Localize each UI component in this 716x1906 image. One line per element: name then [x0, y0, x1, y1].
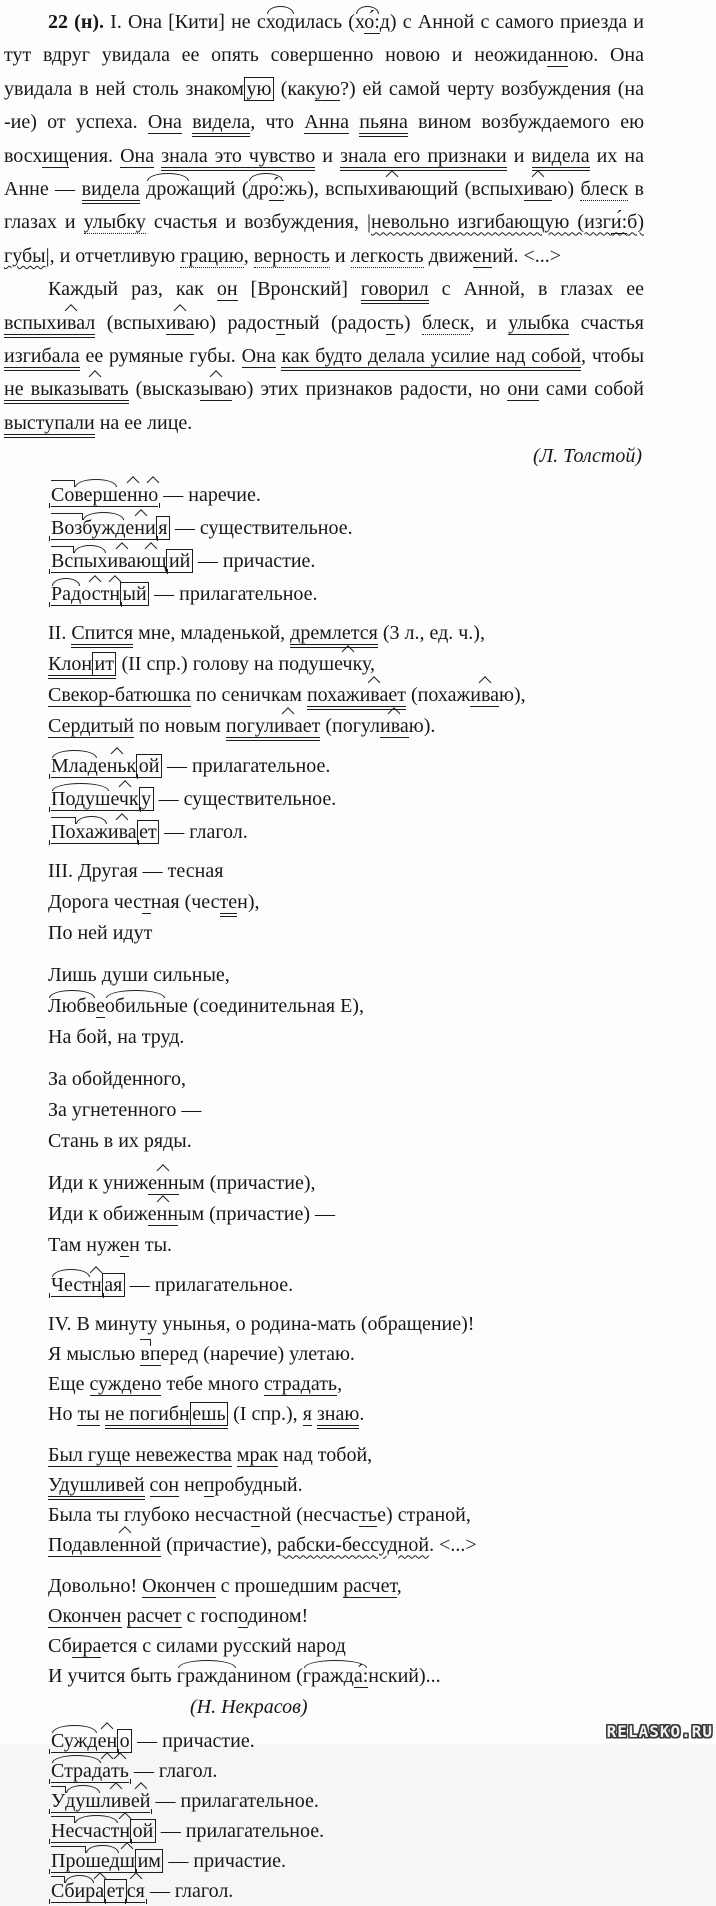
watermark: RELASKO.RU — [606, 1722, 713, 1741]
analysis1-line-4: Радостн ый — прилагательное. — [51, 583, 318, 606]
poem2-line-3: Свекор-батюшка по сеничкам похаживает (похаживаю), — [48, 680, 644, 711]
poem2-line-1: II. Спится мне, младенькой, дремлется (3 л., ед. ч.), — [48, 618, 644, 649]
poem3-line-5: Любвеобильные (соединительная Е), — [48, 995, 364, 1018]
poem2-line-4: Сердитый по новым погуливает (погуливаю). — [48, 711, 644, 742]
poem3-line-2: Дорога честная (честен), — [48, 887, 644, 918]
poem3-line-12: Там нужен ты. — [48, 1234, 173, 1257]
analysis1-line-3: Вспыхивающ ий — причастие. — [51, 550, 316, 573]
analysis3-line-1: Честн ая — прилагательное. — [51, 1274, 294, 1297]
analysis-block-2 — [51, 750, 644, 849]
poem4-stanza-2 — [48, 1440, 644, 1560]
poem3-line-3: По ней идут — [48, 922, 153, 945]
analysis1-line-1: Совершенно — наречие. — [51, 484, 261, 507]
author-tolstoy: (Л. Толстой) — [532, 445, 642, 468]
poem4-stanza-1 — [48, 1309, 644, 1429]
poem4-line-3: Еще суждено тебе много страдать, — [48, 1373, 343, 1396]
poem-section-4 — [48, 1309, 644, 1691]
tolstoy-paragraph-1: 22 (н). I. Она [Кити] не сходилась (хо́:д) с Анной с самого приезда и тут вдруг увидала ее опять совершенно новою и неожиданною. Она увидала в ней столь знаком ую (какую?) ей самой черту возбуждения (на -ие) от успеха. Она видела, что Анна пьяна вином возбуждаемого ею восхищения. Она знала это чувство и знала его признаки и видела их на Анне — видела дрожащий (дро́:жь), вспыхивающий (вспыхиваю) блеск в глазах и улыбку счастья и возбуждения, |невольно изгибающую (изги́:б) губы|, и отчетливую грацию, верность и легкость движений. <...> — [4, 11, 645, 267]
poem4-stanza-3 — [48, 1571, 644, 1691]
poem3-line-9: Стань в их ряды. — [48, 1130, 192, 1153]
analysis4-line-4: Несчастн ой — прилагательное. — [51, 1820, 325, 1843]
analysis4-line-6: Сбира ет ся — глагол. — [51, 1880, 234, 1903]
author-nekrasov: (Н. Некрасов) — [190, 1696, 308, 1719]
poem4-line-11: Сбирается с силами русский народ — [48, 1635, 346, 1658]
tolstoy-paragraph-2: Каждый раз, как он [Вронский] говорил с Анной, в глазах ее вспыхивал (вспыхиваю) радостный (радость) блеск, и улыбка счастья изгибала ее румяные губы. Она как будто делала усилие над собой, чтобы не выказывать (высказываю) этих признаков радости, но они сами собой выступали на ее лице. — [4, 273, 644, 440]
poem4-line-2: Я мыслью вперед (наречие) улетаю. — [48, 1343, 355, 1366]
poem4-line-6: Удушливей сон непробудный. — [48, 1470, 644, 1500]
analysis4-line-2: Страдать — глагол. — [51, 1760, 218, 1783]
poem3-line-10: Иди к униженным (причастие), — [48, 1172, 316, 1195]
analysis4-line-3: Удушливей — прилагательное. — [51, 1790, 319, 1813]
analysis-block-1 — [51, 479, 644, 611]
analysis-block-3 — [51, 1269, 644, 1302]
poem2-line-2: Клон ит (II спр.) голову на подушечку, — [48, 649, 644, 680]
analysis4-line-5: Прошедш им — причастие. — [51, 1850, 286, 1873]
poem3-line-4: Лишь души сильные, — [48, 964, 230, 987]
poem4-line-9: Довольно! Окончен с прошедшим расчет, — [48, 1575, 402, 1598]
poem4-line-5: Был гуще невежества мрак над тобой, — [48, 1444, 373, 1467]
poem3-line-11: Иди к обиженным (причастие) — — [48, 1203, 335, 1226]
poem3-line-7: За обойденного, — [48, 1068, 186, 1091]
poem-section-3 — [48, 856, 644, 1261]
poem4-line-10: Окончен расчет с господином! — [48, 1605, 309, 1628]
analysis-block-4 — [51, 1726, 644, 1906]
poem4-line-12: И учится быть гражданином (гражда́:нский)... — [48, 1665, 441, 1688]
poem3-line-6: На бой, на труд. — [48, 1026, 185, 1049]
analysis2-line-1: Младеньк ой — прилагательное. — [51, 755, 331, 778]
analysis4-line-1: Сужден о — причастие. — [51, 1730, 255, 1753]
analysis1-line-2: Возбуждени я — существительное. — [51, 517, 353, 540]
poem3-stanza-3 — [48, 1064, 644, 1157]
poem3-stanza-4 — [48, 1168, 644, 1261]
poem4-line-1: IV. В минуту унынья, о родина-мать (обращение)! — [48, 1313, 475, 1336]
poem3-stanza-2 — [48, 960, 644, 1053]
poem4-line-7: Была ты глубоко несчастной (несчастье) страной, — [48, 1504, 471, 1527]
poem3-stanza-1 — [48, 856, 644, 949]
poem-section-2 — [48, 618, 644, 742]
poem4-line-4: Но ты не погибн ешь (I спр.), я знаю. — [48, 1399, 644, 1429]
poem3-line-1: III. Другая — тесная — [48, 860, 224, 883]
poem3-line-8: За угнетенного — — [48, 1099, 202, 1122]
analysis2-line-2: Подушечк у — существительное. — [51, 788, 337, 811]
analysis2-line-3: Похажива ет — глагол. — [51, 821, 248, 844]
poem4-line-8: Подавленной (причастие), рабски-бессудной. <...> — [48, 1534, 477, 1557]
